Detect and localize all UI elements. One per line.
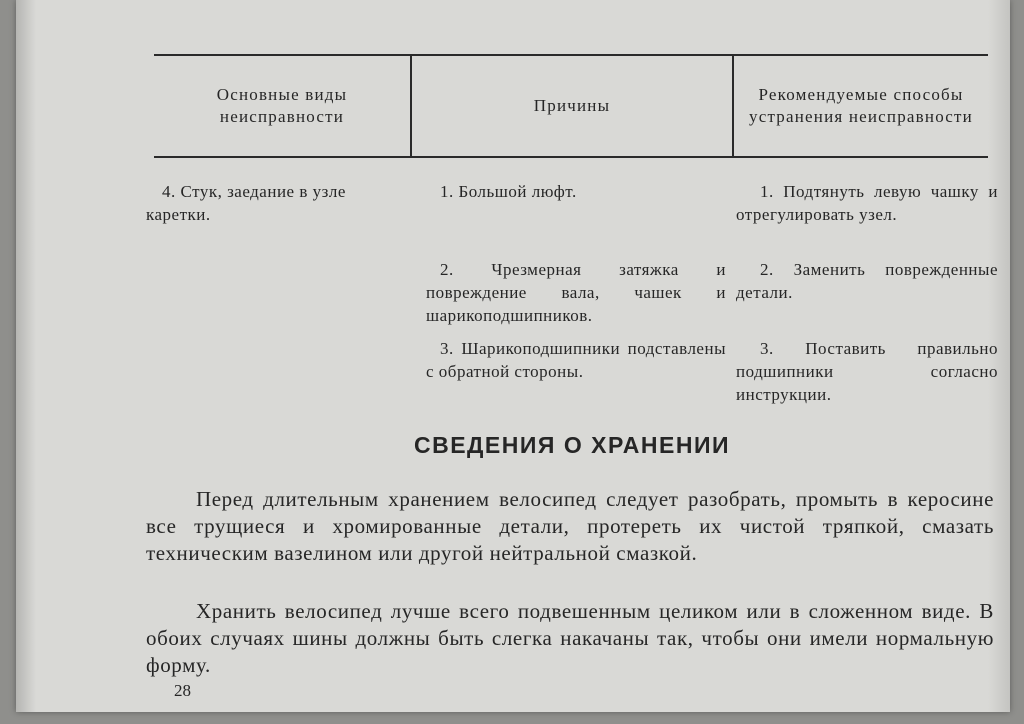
- page-number: 28: [174, 681, 191, 700]
- section-title: СВЕДЕНИЯ О ХРАНЕНИИ: [413, 432, 731, 458]
- cause-cell: 1. Большой люфт.: [440, 182, 577, 201]
- remedy-cell: 2. Заменить поврежденные детали.: [736, 260, 998, 302]
- fault-cell: 4. Стук, заедание в узле каретки.: [146, 182, 346, 224]
- remedy-cell: 3. Поставить правильно подшипники согласно инструкции.: [736, 339, 998, 404]
- paragraph-text: Перед длительным хранением велосипед следует разобрать, промыть в керосине все трущиеся и хромированные детали, протереть их чистой тряпкой, смазать техническим вазелином или другой нейтральной смазкой.: [146, 487, 994, 565]
- paragraph-text: Хранить велосипед лучше всего подвешенным целиком или в сложенном виде. В обоих случаях шины должны быть слегка накачаны так, чтобы они имели нормальную форму.: [146, 599, 994, 677]
- cause-cell: 2. Чрезмерная затяжка и повреждение вала, чашек и шарикоподшипников.: [426, 260, 726, 325]
- table-header: [154, 54, 988, 158]
- header-remedies: Рекомендуемые способы устранения неисправности: [749, 85, 973, 126]
- paragraph: [146, 598, 994, 679]
- book-page: [16, 0, 1010, 712]
- remedy-cell: 1. Подтянуть левую чашку и отрегулировать узел.: [736, 182, 998, 224]
- cause-cell: 3. Шарикоподшипники подставлены с обратной стороны.: [426, 339, 726, 381]
- page-gutter: [16, 0, 36, 712]
- header-fault-types: Основные виды неисправности: [154, 56, 412, 156]
- header-causes: Причины: [412, 56, 734, 156]
- paragraph: [146, 486, 994, 567]
